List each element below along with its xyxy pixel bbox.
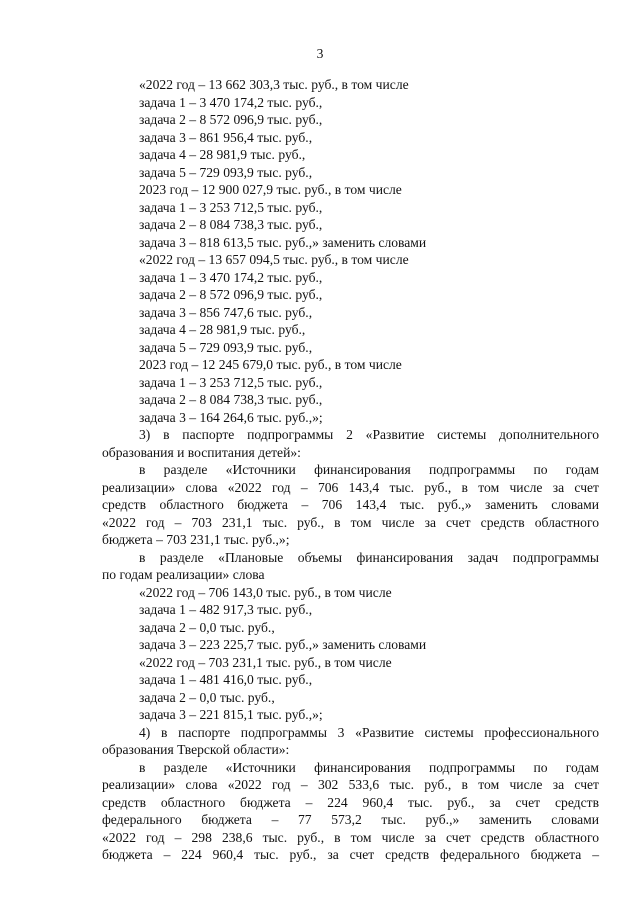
text-line: 2023 год – 12 245 679,0 тыс. руб., в том числе — [139, 357, 402, 372]
text-line: 4) в паспорте подпрограммы 3 «Развитие системы профессионального — [139, 724, 599, 740]
text-line: задача 5 – 729 093,9 тыс. руб., — [139, 164, 313, 180]
text-line: задача 4 – 28 981,9 тыс. руб., — [139, 147, 306, 162]
text-line: «2022 год – 703 231,1 тыс. руб., в том числе за счет средств областного — [102, 514, 599, 530]
text-line: задача 2 – 8 084 738,3 тыс. руб., — [139, 217, 323, 232]
text-line: задача 1 – 3 470 174,2 тыс. руб., — [139, 94, 323, 110]
text-line: задача 2 – 0,0 тыс. руб., — [139, 689, 275, 705]
text-line: в разделе «Плановые объемы финансирования задач подпрограммы — [139, 549, 599, 565]
text-line: федерального бюджета – 77 573,2 тыс. руб.,» заменить словами — [102, 812, 599, 827]
text-line: задача 2 – 8 084 738,3 тыс. руб., — [139, 392, 323, 407]
text-line: задача 2 – 0,0 тыс. руб., — [139, 619, 275, 635]
text-line: 3) в паспорте подпрограммы 2 «Развитие системы дополнительного — [139, 427, 599, 442]
text-line: «2022 год – 298 238,6 тыс. руб., в том числе за счет средств областного — [102, 829, 599, 845]
text-line: «2022 год – 13 662 303,3 тыс. руб., в том числе — [139, 77, 409, 92]
text-line: задача 3 – 856 747,6 тыс. руб., — [139, 304, 313, 320]
text-line: задача 3 – 223 225,7 тыс. руб.,» заменить словами — [139, 637, 427, 652]
text-line: задача 3 – 221 815,1 тыс. руб.,»; — [139, 707, 323, 722]
text-line: по годам реализации» слова — [102, 567, 265, 582]
text-line: средств областного бюджета – 224 960,4 тыс. руб., за счет средств — [102, 794, 599, 810]
text-line: задача 3 – 818 613,5 тыс. руб.,» заменить словами — [139, 234, 427, 250]
text-line: в разделе «Источники финансирования подпрограммы по годам — [139, 759, 599, 775]
text-line: образования Тверской области»: — [102, 742, 290, 757]
text-line: бюджета – 224 960,4 тыс. руб., за счет средств федерального бюджета – — [102, 847, 599, 862]
text-line: задача 1 – 3 253 712,5 тыс. руб., — [139, 374, 323, 390]
text-line: задача 1 – 481 416,0 тыс. руб., — [139, 672, 313, 687]
text-line: «2022 год – 13 657 094,5 тыс. руб., в том числе — [139, 252, 409, 267]
text-line: задача 3 – 164 264,6 тыс. руб.,»; — [139, 409, 323, 425]
text-line: задача 1 – 3 253 712,5 тыс. руб., — [139, 199, 323, 215]
text-line: задача 2 – 8 572 096,9 тыс. руб., — [139, 112, 323, 127]
text-line: бюджета – 703 231,1 тыс. руб.,»; — [102, 532, 290, 547]
text-line: задача 1 – 3 470 174,2 тыс. руб., — [139, 269, 323, 285]
text-line: образования и воспитания детей»: — [102, 444, 301, 460]
text-line: 2023 год – 12 900 027,9 тыс. руб., в том числе — [139, 182, 402, 197]
text-line: задача 3 – 861 956,4 тыс. руб., — [139, 129, 313, 145]
text-line: реализации» слова «2022 год – 302 533,6 тыс. руб., в том числе за счет — [102, 777, 599, 792]
text-line: задача 4 – 28 981,9 тыс. руб., — [139, 322, 306, 337]
text-line: «2022 год – 706 143,0 тыс. руб., в том числе — [139, 584, 392, 600]
text-line: в разделе «Источники финансирования подпрограммы по годам — [139, 462, 599, 477]
page-number: 3 — [316, 46, 324, 61]
text-line: средств областного бюджета – 706 143,4 тыс. руб.,» заменить словами — [102, 497, 599, 512]
text-line: задача 2 – 8 572 096,9 тыс. руб., — [139, 287, 323, 302]
text-line: задача 1 – 482 917,3 тыс. руб., — [139, 602, 313, 617]
text-line: реализации» слова «2022 год – 706 143,4 тыс. руб., в том числе за счет — [102, 479, 599, 495]
text-line: «2022 год – 703 231,1 тыс. руб., в том числе — [139, 654, 392, 670]
text-line: задача 5 – 729 093,9 тыс. руб., — [139, 339, 313, 355]
